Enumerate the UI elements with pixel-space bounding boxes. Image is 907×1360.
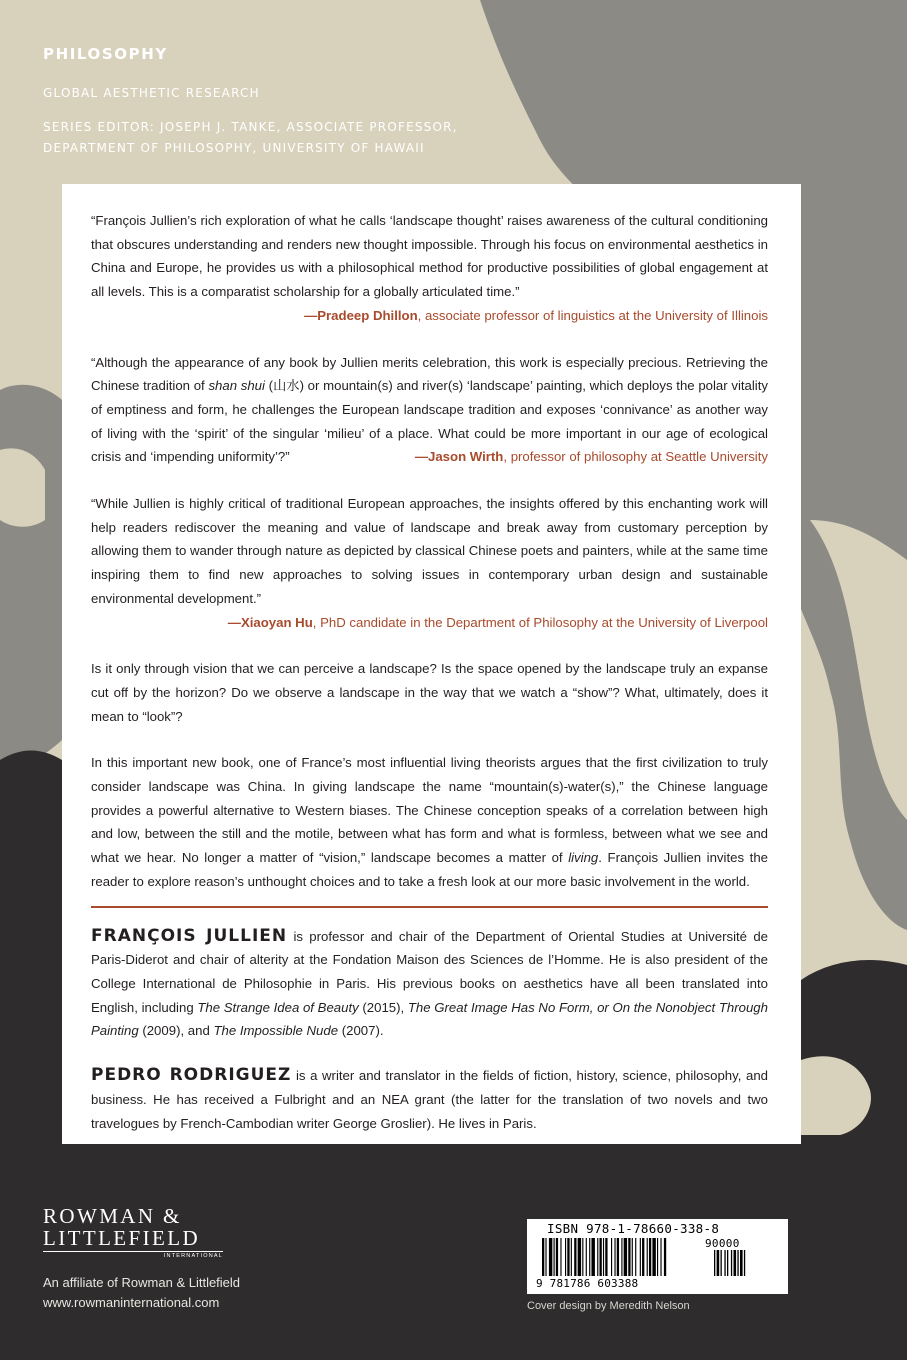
book-title: The Strange Idea of Beauty bbox=[197, 999, 359, 1015]
description-text-cont: . François Jullien invites the reader to explore reason’s unthought choices and to take a fresh look at our more basic involvement in the world. bbox=[91, 850, 768, 889]
gray-brush-shape-left bbox=[0, 385, 62, 766]
publisher-logo-sub: INTERNATIONAL bbox=[43, 1251, 223, 1259]
description-term: living bbox=[568, 850, 599, 866]
publisher-logo-line-1: ROWMAN & bbox=[43, 1204, 182, 1228]
barcode-bar bbox=[605, 1238, 607, 1276]
addon-bar bbox=[734, 1250, 737, 1276]
barcode-bar bbox=[589, 1238, 590, 1276]
bio-text: (2009), and bbox=[138, 1023, 214, 1039]
addon-bar bbox=[714, 1250, 715, 1276]
blurb-text: “Although the appearance of any book by Jullien merits celebration, this work is especially precious. Retrieving the Chinese tradition of bbox=[91, 354, 768, 394]
barcode-bar bbox=[591, 1238, 594, 1276]
barcode-bar bbox=[567, 1238, 569, 1276]
blurb-text: “While Jullien is highly critical of traditional European approaches, the insights offered by this enchanting work will help readers rediscover the meaning and value of landscape and break away from customary perception by allowing them to wander through nature as depicted by classical Chinese poets and painters, while at the same time inspiring them to find new approaches to solving issues in contemporary urban design and sustainable environmental development.” bbox=[91, 496, 768, 606]
bio-text: is a writer and translator in the fields of fiction, history, science, philosophy, and business. He has received a Fulbright and an NEA grant (the latter for the translation of two novels and two travelogues by French-Cambodian writer George Groslier). He lives in Paris. bbox=[91, 1068, 768, 1131]
addon-bar bbox=[717, 1250, 720, 1276]
publisher-affiliate: An affiliate of Rowman & Littlefield bbox=[43, 1275, 241, 1290]
blurb-dhillon bbox=[91, 209, 768, 328]
addon-bar bbox=[744, 1250, 745, 1276]
blurb-term: shan shui bbox=[208, 378, 265, 394]
publisher-block bbox=[43, 1205, 240, 1313]
bio-text: is professor and chair of the Department of Oriental Studies at Université de Paris-Diderot and chair of alterity at the Fondation Maison des Sciences de l’Homme. He is also president of the College International de Philosophie in Paris. His previous books on aesthetics have all been translated into English, including bbox=[91, 928, 768, 1015]
cover-design-credit: Cover design by Meredith Nelson bbox=[527, 1300, 690, 1312]
bio-translator bbox=[91, 1064, 768, 1135]
blurb-hu bbox=[91, 492, 768, 634]
blurb-author: —Jason Wirth bbox=[414, 449, 504, 465]
series-editor-line-1: SERIES EDITOR: JOSEPH J. TANKE, ASSOCIATE PROFESSOR, bbox=[43, 120, 458, 134]
book-title: The Great Image Has No Form, or On the Nonobject Through Painting bbox=[91, 999, 768, 1039]
isbn-number: ISBN 978-1-78660-338-8 bbox=[547, 1221, 720, 1236]
blurb-attribution bbox=[91, 304, 768, 328]
blurb-text: “François Jullien’s rich exploration of what he calls ‘landscape thought’ raises awareness of the cultural conditioning that obscures understanding and renders new thought impossible. Through his focus on environmental aesthetics in China and Europe, he provides us with a philosophical method for productive possibilities of global engagement at all levels. This is a comparatist scholarship for a globally articulated time.” bbox=[91, 213, 768, 300]
back-cover-text-panel bbox=[62, 184, 801, 1144]
blurb-attribution bbox=[228, 611, 768, 635]
isbn-barcode bbox=[527, 1219, 788, 1294]
addon-bar bbox=[737, 1250, 738, 1276]
barcode-bar bbox=[649, 1238, 651, 1276]
barcode-bar bbox=[642, 1238, 644, 1276]
barcode-bar bbox=[621, 1238, 622, 1276]
blurb-author: —Pradeep Dhillon bbox=[304, 307, 418, 323]
barcode-bar bbox=[565, 1238, 566, 1276]
barcode-bar bbox=[657, 1238, 658, 1276]
addon-bar bbox=[740, 1250, 743, 1276]
barcode-bar bbox=[574, 1238, 576, 1276]
blurb-text-cont: (山水) or mountain(s) and river(s) ‘landscape’ painting, which deploys the polar vitality of emptiness and form, he challenges the European landscape tradition and exposes ‘connivance’ as another way of living with the ‘spirit’ of the singular ‘milieu’ of a place. What could be more important in our age of ecological crisis and ‘impending uniformity’?” bbox=[91, 378, 768, 465]
barcode-bar bbox=[617, 1238, 619, 1276]
barcode-bar bbox=[542, 1238, 544, 1276]
description-paragraph-2 bbox=[91, 751, 768, 893]
series-editor-line-2: DEPARTMENT OF PHILOSOPHY, UNIVERSITY OF HAWAII bbox=[43, 141, 425, 155]
barcode-bars bbox=[542, 1238, 782, 1278]
barcode-bar bbox=[664, 1238, 666, 1276]
barcode-bar bbox=[647, 1238, 648, 1276]
price-code: 90000 bbox=[705, 1237, 740, 1250]
barcode-bar bbox=[571, 1238, 572, 1276]
blurb-affiliation: , PhD candidate in the Department of Philosophy at the University of Liverpool bbox=[312, 614, 768, 630]
barcode-bar bbox=[652, 1238, 655, 1276]
barcode-bar bbox=[611, 1238, 612, 1276]
barcode-bar bbox=[560, 1238, 561, 1276]
bio-text: (2007). bbox=[338, 1023, 384, 1039]
barcode-bar bbox=[635, 1238, 636, 1276]
blurb-attribution bbox=[415, 445, 768, 469]
barcode-bar bbox=[556, 1238, 558, 1276]
blurb-wirth bbox=[91, 351, 768, 470]
ean-digits: 9 781786 603388 bbox=[536, 1277, 639, 1290]
barcode-bar bbox=[628, 1238, 630, 1276]
barcode-bar bbox=[660, 1238, 661, 1276]
series-title: GLOBAL AESTHETIC RESEARCH bbox=[43, 86, 260, 100]
description-text: In this important new book, one of France’s most influential living theorists argues that the first civilization to truly consider landscape was China. In giving landscape the name “mountain(s)-water(s),” the Chinese language provides a powerful alternative to Western biases. The Chinese conception speaks of a correlation between high and low, between the still and the motile, between what has form and what is formless, between what we see and what we hear. No longer a matter of “vision,” landscape becomes a matter of bbox=[91, 755, 768, 866]
bio-name: PEDRO RODRIGUEZ bbox=[91, 1065, 292, 1086]
barcode-bar bbox=[554, 1238, 555, 1276]
book-title: The Impossible Nude bbox=[213, 1023, 339, 1039]
addon-bar bbox=[731, 1250, 732, 1276]
barcode-bar bbox=[586, 1238, 587, 1276]
blurb-affiliation: , associate professor of linguistics at the University of Illinois bbox=[417, 307, 768, 323]
section-divider bbox=[91, 906, 768, 908]
barcode-bar bbox=[578, 1238, 581, 1276]
publisher-logo-line-2: LITTLEFIELD bbox=[43, 1226, 201, 1250]
barcode-bar bbox=[582, 1238, 583, 1276]
barcode-bar bbox=[632, 1238, 633, 1276]
barcode-bar bbox=[600, 1238, 602, 1276]
blurb-author: —Xiaoyan Hu bbox=[227, 614, 313, 630]
category-label: PHILOSOPHY bbox=[43, 45, 168, 63]
barcode-bar bbox=[614, 1238, 615, 1276]
bio-author bbox=[91, 925, 768, 1044]
bio-text: (2015), bbox=[358, 999, 408, 1015]
series-editor bbox=[43, 117, 458, 159]
barcode-bar bbox=[624, 1238, 627, 1276]
barcode-bar bbox=[545, 1238, 546, 1276]
blurb-affiliation: , professor of philosophy at Seattle University bbox=[503, 449, 768, 465]
addon-bar bbox=[727, 1250, 728, 1276]
addon-bar bbox=[721, 1250, 722, 1276]
publisher-url: www.rowmaninternational.com bbox=[43, 1295, 220, 1310]
barcode-bar bbox=[603, 1238, 604, 1276]
barcode-bar bbox=[549, 1238, 552, 1276]
addon-bar bbox=[724, 1250, 725, 1276]
bio-name: FRANÇOIS JULLIEN bbox=[91, 925, 288, 946]
description-paragraph-1: Is it only through vision that we can perceive a landscape? Is the space opened by the landscape truly an expanse cut off by the horizon? Do we observe a landscape in the way that we watch a “show”? What, ultimately, does it mean to “look”? bbox=[91, 661, 768, 724]
barcode-bar bbox=[597, 1238, 598, 1276]
barcode-bar bbox=[640, 1238, 641, 1276]
